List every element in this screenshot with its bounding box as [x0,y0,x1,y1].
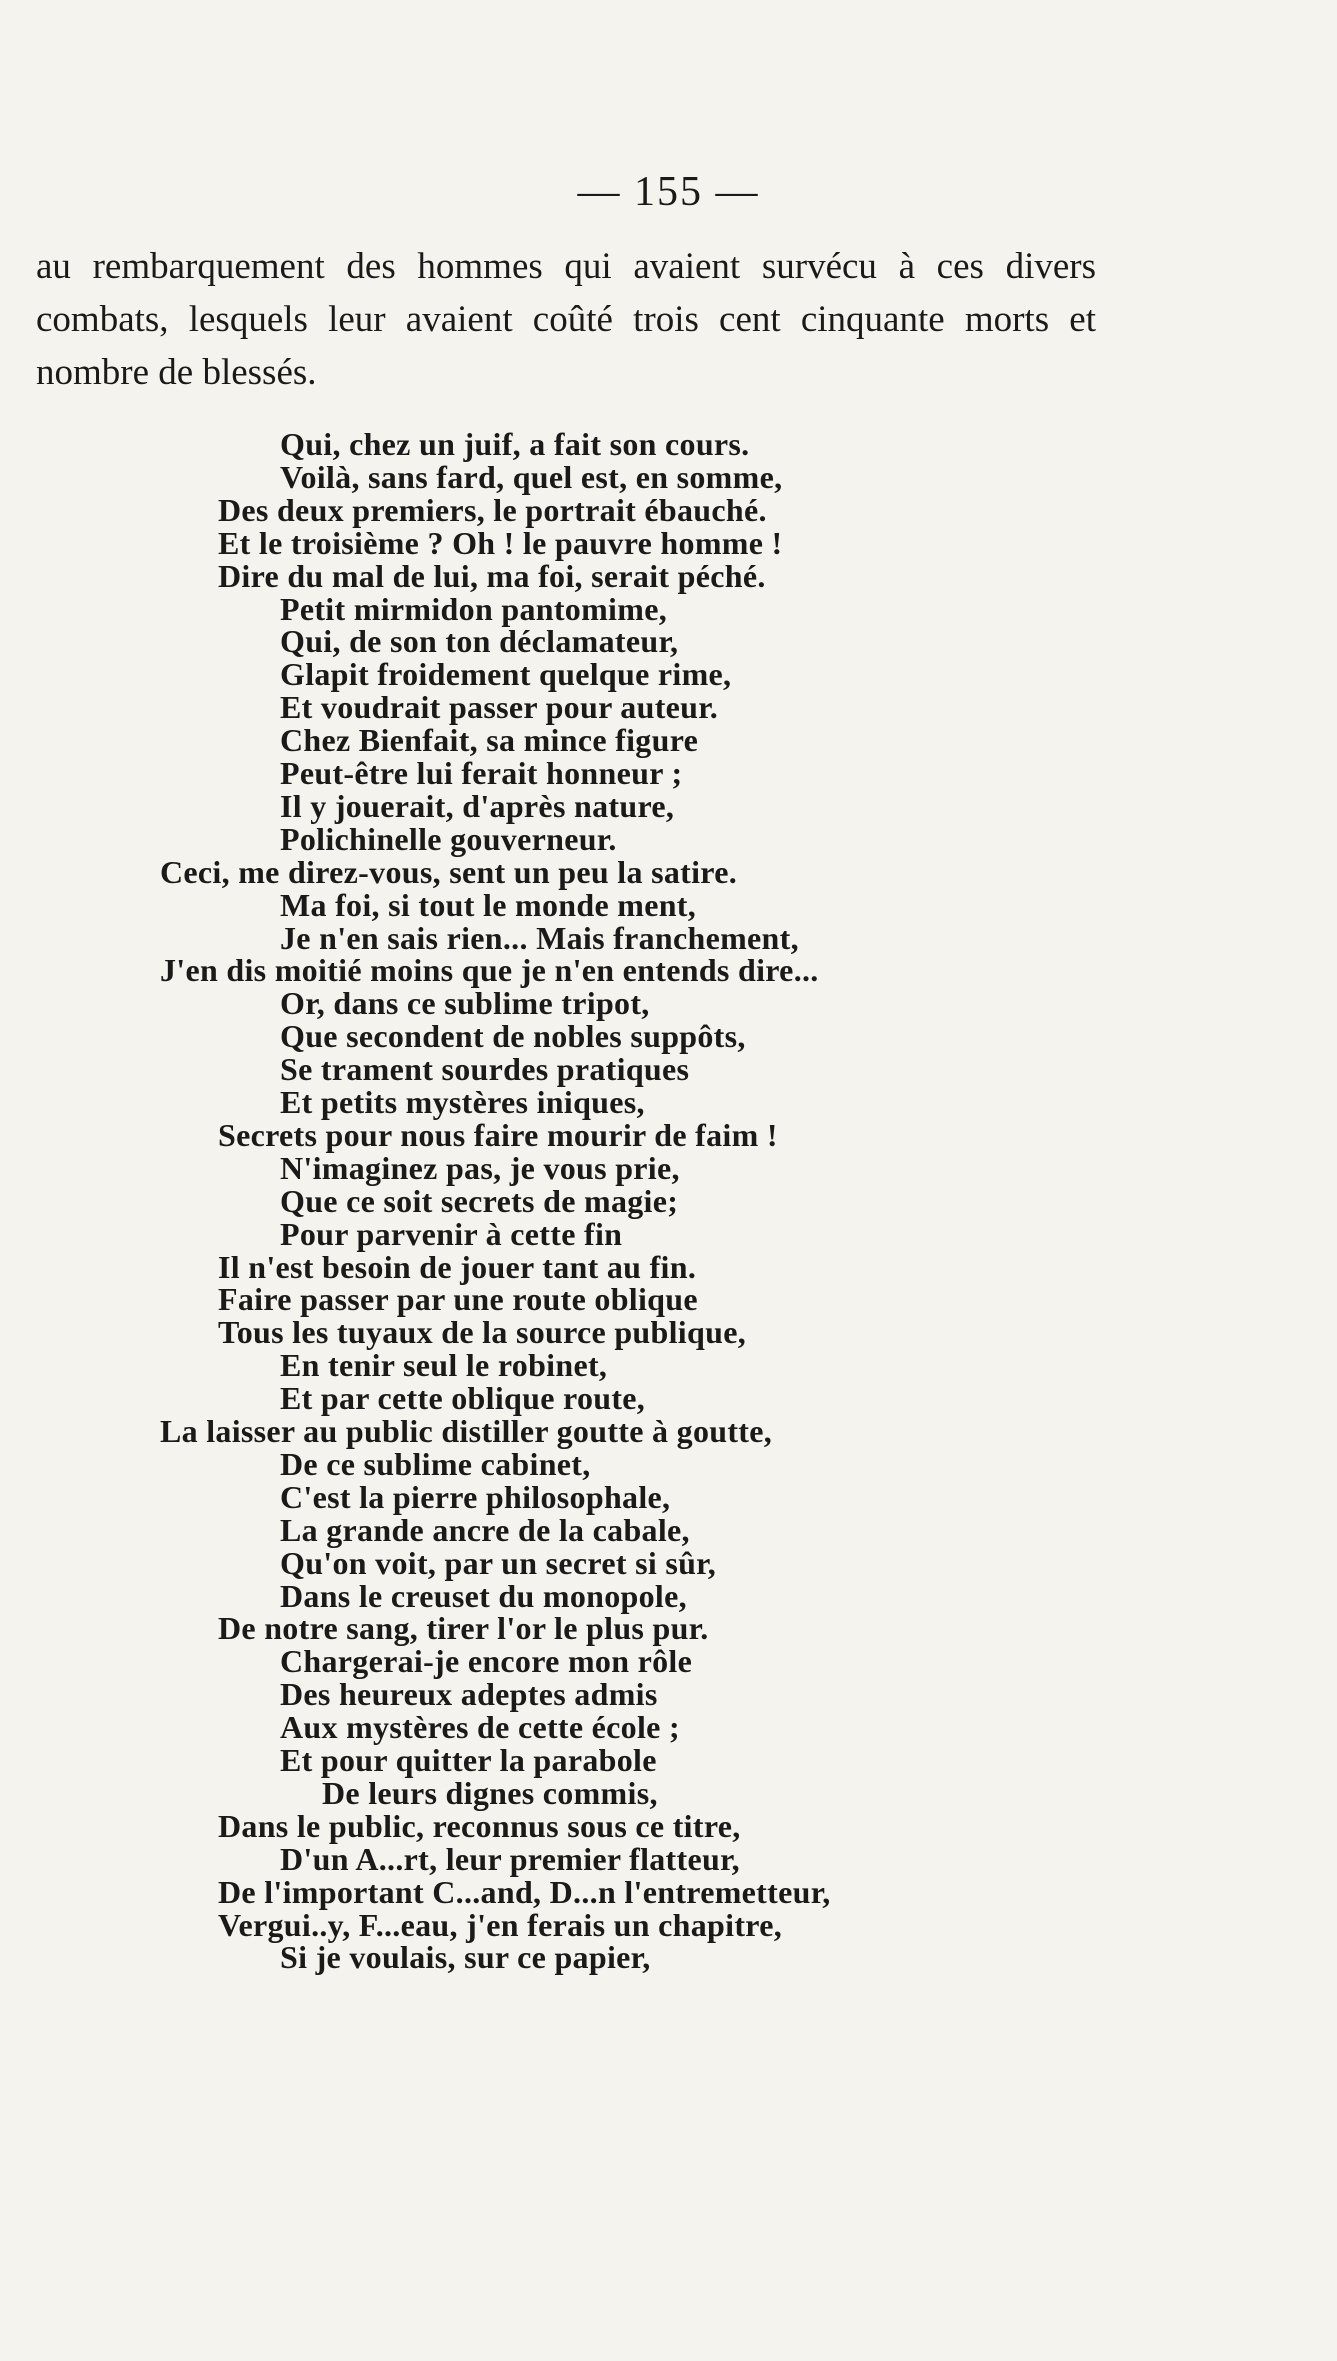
verse-line: Et le troisième ? Oh ! le pauvre homme ! [218,524,783,561]
prose-text: au rembarquement des hommes qui avaient survécu à ces divers combats, lesquels leur avaient coûté trois cent cinquante morts et nombre de blessés. [36,246,1096,393]
verse-line: Qui, de son ton déclamateur, [280,623,679,660]
verse-line: C'est la pierre philosophale, [280,1478,671,1515]
verse-line: Pour parvenir à cette fin [280,1215,623,1252]
verse-line: Dans le creuset du monopole, [280,1577,687,1614]
verse-line: Aux mystères de cette école ; [280,1709,680,1746]
verse-line: Dans le public, reconnus sous ce titre, [218,1807,741,1844]
verse-line: Des deux premiers, le portrait ébauché. [218,491,767,528]
verse-line: Dire du mal de lui, ma foi, serait péché. [218,557,766,594]
verse-line: Voilà, sans fard, quel est, en somme, [280,458,783,495]
verse-line: De ce sublime cabinet, [280,1445,591,1482]
verse-line: Tous les tuyaux de la source publique, [218,1314,746,1351]
verse-line: Des heureux adeptes admis [280,1676,658,1713]
verse-line: Polichinelle gouverneur. [280,820,617,857]
verse-line: Et par cette oblique route, [280,1380,646,1417]
verse-line: Et voudrait passer pour auteur. [280,689,719,726]
verse-line: Et petits mystères iniques, [280,1084,645,1120]
verse-line: Et pour quitter la parabole [280,1742,657,1778]
verse-line: La laisser au public distiller goutte à goutte, [160,1413,773,1449]
verse-line: De notre sang, tirer l'or le plus pur. [218,1610,709,1647]
page-number: — 155 — [577,169,760,215]
verse-line: La grande ancre de la cabale, [280,1511,690,1548]
verse-line: Si je voulais, sur ce papier, [280,1939,651,1976]
verse-line: Faire passer par une route oblique [218,1281,698,1318]
verse-line: N'imaginez pas, je vous prie, [280,1149,680,1186]
verse-line: Vergui..y, F...eau, j'en ferais un chapitre, [218,1906,783,1943]
verse-line: Qui, chez un juif, a fait son cours. [280,426,750,462]
prose-paragraph [36,240,1096,399]
verse-line: Il y jouerait, d'après nature, [280,787,675,824]
verse-line: Ceci, me direz-vous, sent un peu la satire. [160,853,738,890]
verse-line: Que secondent de nobles suppôts, [280,1018,746,1055]
verse-line: Chez Bienfait, sa mince figure [280,722,699,759]
verse-line: Se trament sourdes pratiques [280,1051,690,1088]
verse-line: Je n'en sais rien... Mais franchement, [280,919,799,956]
verse-line: Petit mirmidon pantomime, [280,590,667,627]
verse-line: Que ce soit secrets de magie; [280,1182,679,1219]
verse-line: J'en dis moitié moins que je n'en entends dire... [160,952,819,989]
verse-line: De l'important C...and, D...n l'entremetteur, [218,1873,831,1910]
verse-line: Chargerai-je encore mon rôle [280,1643,693,1680]
verse-line: De leurs dignes commis, [322,1774,658,1811]
verse-line: Il n'est besoin de jouer tant au fin. [218,1248,697,1285]
verse-line: Ma foi, si tout le monde ment, [280,886,697,923]
verse-line: Glapit froidement quelque rime, [280,656,732,693]
verse-line: Or, dans ce sublime tripot, [280,985,650,1022]
verse-line: Peut-être lui ferait honneur ; [280,755,683,791]
verse-line: Secrets pour nous faire mourir de faim ! [218,1116,778,1153]
verse-line: Qu'on voit, par un secret si sûr, [280,1544,717,1581]
verse-line: D'un A...rt, leur premier flatteur, [280,1840,740,1877]
verse-line: En tenir seul le robinet, [280,1347,608,1384]
